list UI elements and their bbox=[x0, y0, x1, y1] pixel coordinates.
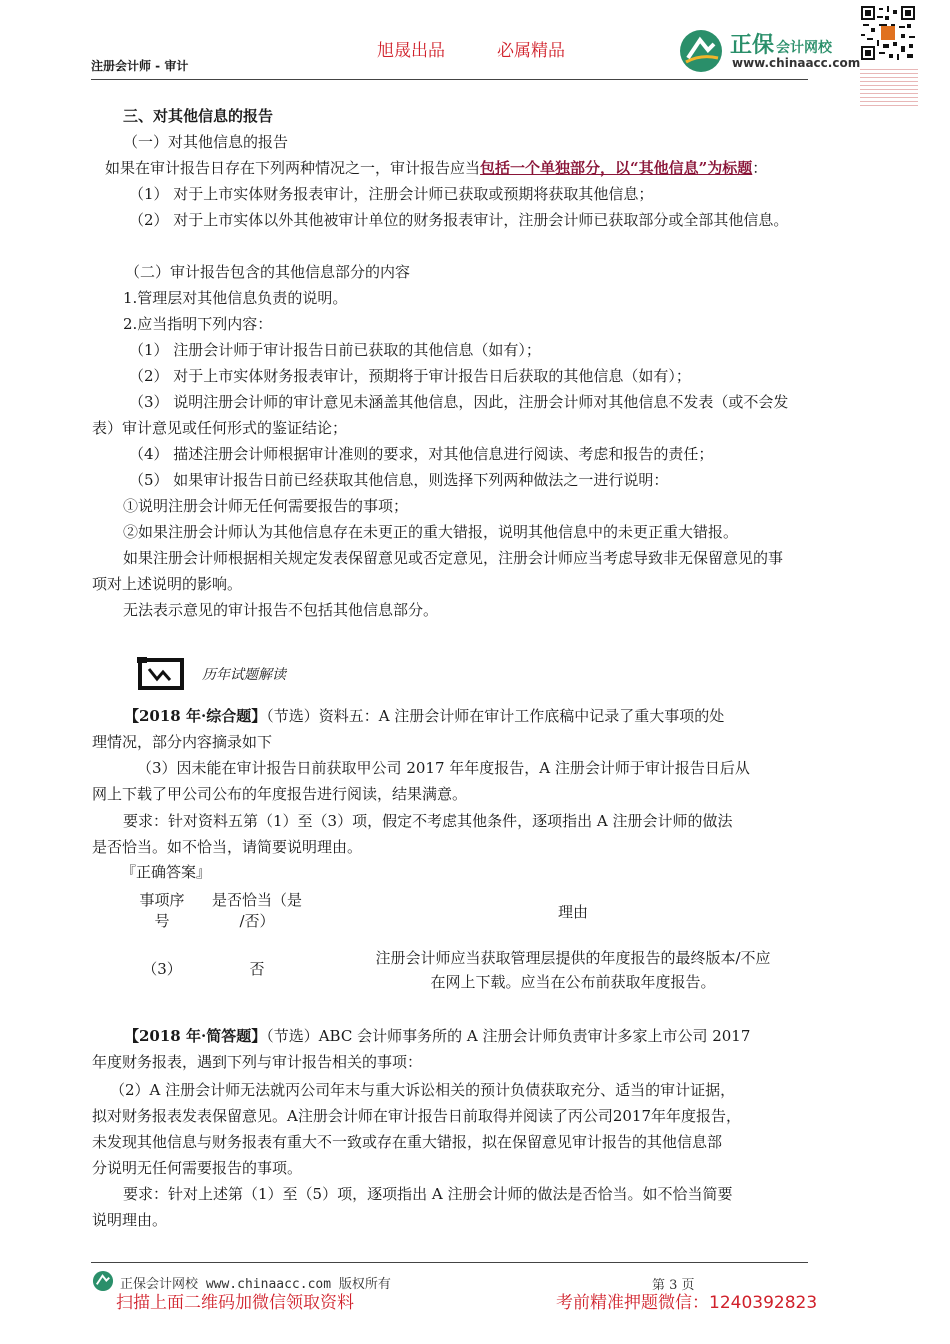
logo-brand: 正保 bbox=[730, 33, 775, 58]
q1-line-6: 是否恰当。如不恰当，请简要说明理由。 bbox=[92, 838, 363, 856]
table-cell-no: （3） bbox=[142, 960, 182, 978]
intro-emphasis: 包括一个单独部分，以“其他信息”为标题 bbox=[480, 159, 753, 177]
logo-name: 会计网校 bbox=[776, 40, 833, 56]
intro-text: 如果在审计报告日存在下列两种情况之一，审计报告应当 bbox=[105, 159, 481, 177]
choice-2: ②如果注册会计师认为其他信息存在未更正的重大错报，说明其他信息中的未更正重大错报。 bbox=[123, 523, 739, 541]
q2-line-1-text: （节选）ABC 会计师事务所的 A 注册会计师负责审计多家上市公司 2017 bbox=[266, 1027, 751, 1045]
logo-emblem-icon bbox=[678, 28, 724, 74]
q1-line-5: 要求：针对资料五第（1）至（3）项，假定不考虑其他条件，逐项指出 A 注册会计师的做法 bbox=[123, 812, 733, 830]
table-header-ok-b: /否） bbox=[239, 912, 275, 930]
logo-url: www.chinaacc.com bbox=[732, 56, 861, 70]
q2-line-3: （2）A 注册会计师无法就丙公司年末与重大诉讼相关的预计负债获取充分、适当的审计证据， bbox=[110, 1081, 736, 1099]
q1-line-1 bbox=[124, 706, 724, 726]
footer-divider bbox=[91, 1262, 808, 1263]
header-slogan-right: 必属精品 bbox=[497, 41, 565, 61]
item-4: （4） 描述注册会计师根据审计准则的要求，对其他信息进行阅读、考虑和报告的责任； bbox=[129, 445, 714, 463]
header-divider bbox=[91, 79, 808, 80]
table-header-no-b: 号 bbox=[154, 912, 170, 930]
item-3a: （3） 说明注册会计师的审计意见未涵盖其他信息，因此，注册会计师对其他信息不发表（或不会发 bbox=[129, 393, 789, 411]
q1-line-4: 网上下载了甲公司公布的年度报告进行阅读，结果满意。 bbox=[92, 785, 468, 803]
condition-1: （1） 对于上市实体财务报表审计，注册会计师已获取或预期将获取其他信息； bbox=[129, 185, 654, 203]
paragraph-4: 无法表示意见的审计报告不包括其他信息部分。 bbox=[123, 601, 439, 619]
header-slogan-left: 旭晟出品 bbox=[377, 41, 445, 61]
section-title: 三、对其他信息的报告 bbox=[123, 107, 274, 125]
exam-banner-title: 历年试题解读 bbox=[202, 667, 286, 683]
point-1: 1.管理层对其他信息负责的说明。 bbox=[123, 289, 348, 307]
item-5: （5） 如果审计报告日前已经获取其他信息，则选择下列两种做法之一进行说明： bbox=[129, 471, 669, 489]
footer-page: 第 3 页 bbox=[652, 1278, 695, 1293]
subsection-1: （一）对其他信息的报告 bbox=[123, 133, 289, 151]
promo-right: 考前精准押题微信：1240392823 bbox=[556, 1293, 818, 1313]
q1-line-3: （3）因未能在审计报告日前获取甲公司 2017 年年度报告，A 注册会计师于审计报告日后从 bbox=[137, 759, 750, 777]
q1-line-2: 理情况，部分内容摘录如下 bbox=[92, 733, 273, 751]
paragraph-3b: 项对上述说明的影响。 bbox=[92, 575, 243, 593]
answer-label: 『正确答案』 bbox=[121, 863, 212, 881]
footer-logo-icon bbox=[92, 1270, 114, 1292]
q1-tag: 【2018 年·综合题】 bbox=[124, 707, 267, 725]
table-header-no-a: 事项序 bbox=[139, 891, 185, 909]
table-header-reason: 理由 bbox=[557, 903, 588, 921]
intro-colon: ： bbox=[752, 159, 768, 177]
q2-line-1 bbox=[124, 1026, 750, 1046]
footer-copyright: 正保会计网校 www.chinaacc.com 版权所有 bbox=[120, 1277, 391, 1292]
brand-logo bbox=[678, 26, 861, 76]
q1-line-1-text: （节选）资料五：A 注册会计师在审计工作底稿中记录了重大事项的处 bbox=[266, 707, 725, 725]
table-header-ok-a: 是否恰当（是 bbox=[211, 891, 302, 909]
item-1: （1） 注册会计师于审计报告日前已获取的其他信息（如有）； bbox=[129, 341, 541, 359]
item-3b: 表）审计意见或任何形式的鉴证结论； bbox=[92, 419, 348, 437]
table-cell-reason-b: 在网上下载。应当在公布前获取年度报告。 bbox=[430, 973, 716, 991]
qr-caption bbox=[860, 66, 918, 106]
table-header-no bbox=[126, 889, 198, 931]
condition-2: （2） 对于上市实体以外其他被审计单位的财务报表审计，注册会计师已获取部分或全部其他信息。 bbox=[129, 211, 789, 229]
subsection-2: （二）审计报告包含的其他信息部分的内容 bbox=[125, 263, 411, 281]
qr-code-icon bbox=[861, 6, 915, 60]
q2-line-6: 分说明无任何需要报告的事项。 bbox=[92, 1159, 303, 1177]
q2-line-4: 拟对财务报表发表保留意见。A注册会计师在审计报告日前取得并阅读了丙公司2017年年度报告， bbox=[92, 1107, 742, 1125]
intro-paragraph bbox=[105, 158, 767, 178]
q2-line-5: 未发现其他信息与财务报表有重大不一致或存在重大错报，拟在保留意见审计报告的其他信息部 bbox=[92, 1133, 723, 1151]
exam-banner-icon bbox=[137, 657, 185, 691]
item-2: （2） 对于上市实体财务报表审计，预期将于审计报告日后获取的其他信息（如有）； bbox=[129, 367, 691, 385]
q2-line-2: 年度财务报表，遇到下列与审计报告相关的事项： bbox=[92, 1053, 423, 1071]
q2-line-7: 要求：针对上述第（1）至（5）项，逐项指出 A 注册会计师的做法是否恰当。如不恰当简要 bbox=[123, 1185, 733, 1203]
subject-title: 注册会计师 - 审计 bbox=[91, 59, 189, 73]
point-2: 2.应当指明下列内容： bbox=[123, 315, 273, 333]
choice-1: ①说明注册会计师无任何需要报告的事项； bbox=[123, 497, 409, 515]
table-cell-reason-a: 注册会计师应当获取管理层提供的年度报告的最终版本/不应 bbox=[375, 949, 771, 967]
q2-line-8: 说明理由。 bbox=[92, 1211, 168, 1229]
table-cell-reason bbox=[320, 946, 826, 994]
paragraph-3a: 如果注册会计师根据相关规定发表保留意见或否定意见，注册会计师应当考虑导致非无保留意见的事 bbox=[123, 549, 784, 567]
table-header-ok bbox=[200, 889, 314, 931]
promo-left: 扫描上面二维码加微信领取资料 bbox=[116, 1293, 354, 1313]
table-cell-ok: 否 bbox=[249, 960, 265, 978]
q2-tag: 【2018 年·简答题】 bbox=[124, 1027, 267, 1045]
qr-code[interactable] bbox=[861, 6, 915, 60]
